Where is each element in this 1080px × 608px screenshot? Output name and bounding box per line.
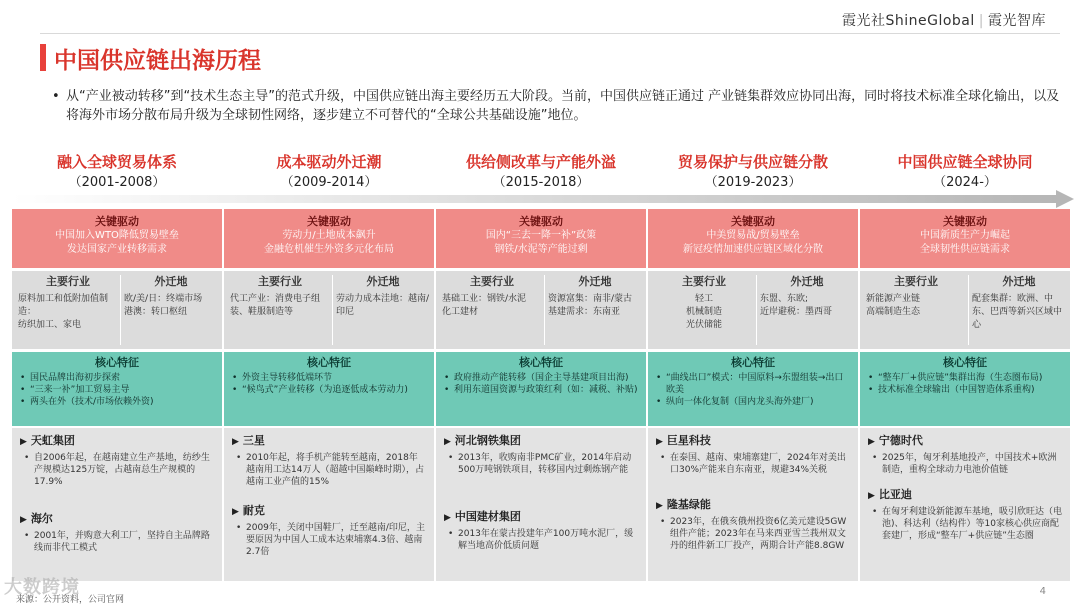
case-description (648, 513, 858, 552)
case-description-text: 2025年，匈牙利基地投产，中国技术+欧洲制造，重构全球动力电池价值链 (882, 453, 1057, 475)
case-studies-box (224, 428, 434, 581)
phase-column-4 (648, 209, 858, 581)
key-driver-line: 金融危机催生外资多元化布局 (264, 244, 394, 255)
main-industry-text: 代工产业：消费电子组装、鞋服制造等 (230, 294, 321, 317)
key-driver-line: 中美贸易战/贸易壁垒 (706, 230, 800, 241)
case-company-name: 三星 (242, 434, 265, 447)
triangle-bullet-icon: ▶ (232, 507, 239, 517)
destination-title: 外迁地 (366, 275, 400, 288)
brand-logo: 霞光社ShineGlobal | 霞光智库 (841, 13, 1046, 29)
case-company-name: 比亚迪 (878, 488, 912, 501)
core-features-list (436, 372, 646, 396)
case-description (12, 449, 222, 488)
industry-destination-box (860, 271, 1070, 349)
page-number: 4 (1039, 586, 1046, 597)
key-driver-line: 劳动力/土地成本飙升 (282, 230, 376, 241)
triangle-bullet-icon: ▶ (444, 513, 451, 523)
core-features-title: 核心特征 (519, 356, 563, 369)
core-features-title: 核心特征 (943, 356, 987, 369)
destination-section (122, 271, 220, 349)
main-industry-section (16, 271, 120, 349)
triangle-bullet-icon: ▶ (868, 491, 875, 501)
case-study (224, 434, 434, 488)
core-features-box (224, 352, 434, 426)
phase-name: 供给侧改革与产能外溢 (465, 153, 616, 171)
case-study (648, 434, 858, 476)
core-feature-item: • “曲线出口”模式：中国原料→东盟组装→出口欧美 (648, 372, 858, 396)
core-feature-item: • “整车厂+供应链”集群出海（生态圈布局) (860, 372, 1070, 384)
case-description-text: 2009年，关闭中国鞋厂，迁至越南/印尼，主要原因为中国人工成本达柬埔寨4.3倍、越南2.7倍 (246, 523, 425, 557)
case-description-text: 自2006年起，在越南建立生产基地，纺纱生产规模达125万锭，占越南总生产规模的17.9% (34, 453, 210, 487)
triangle-bullet-icon: ▶ (868, 437, 875, 447)
destination-title: 外迁地 (1002, 275, 1036, 288)
core-feature-item: • 利用东道国资源与政策红利（如：减税、补贴) (436, 384, 646, 396)
core-features-list (860, 372, 1070, 396)
key-driver-box (224, 209, 434, 268)
key-driver-box (12, 209, 222, 268)
triangle-bullet-icon: ▶ (20, 515, 27, 525)
case-description (12, 527, 222, 554)
industry-divider (756, 275, 757, 345)
industry-divider (120, 275, 121, 345)
phase-column-1 (12, 209, 222, 581)
main-industry-section (440, 271, 544, 349)
core-features-title: 核心特征 (731, 356, 775, 369)
case-study (436, 434, 646, 476)
key-driver-box (648, 209, 858, 268)
bullet-icon: • (236, 453, 242, 463)
core-features-title: 核心特征 (95, 356, 139, 369)
case-study (436, 510, 646, 552)
core-features-box (12, 352, 222, 426)
case-company-name: 耐克 (242, 504, 265, 517)
phase-years: （2009-2014） (280, 175, 378, 190)
key-driver-title: 关键驱动 (731, 215, 775, 228)
key-driver-line: 钢铁/水泥等产能过剩 (494, 244, 588, 255)
core-features-box (860, 352, 1070, 426)
title-accent-bar (40, 44, 46, 71)
triangle-bullet-icon: ▶ (232, 437, 239, 447)
industry-destination-box (224, 271, 434, 349)
case-study (648, 498, 858, 552)
phase-name: 贸易保护与供应链分散 (677, 153, 828, 171)
case-company-name: 天虹集团 (30, 434, 75, 447)
destination-text: 欧/美/日：终端市场 港澳：转口枢纽 (124, 294, 203, 317)
case-company-name: 宁德时代 (878, 434, 923, 447)
key-driver-line: 发达国家产业转移需求 (67, 244, 167, 255)
phase-column-2 (224, 209, 434, 581)
core-feature-item: • 技术标准全球输出（中国智造体系重构) (860, 384, 1070, 396)
main-industry-title: 主要行业 (46, 275, 90, 288)
case-company-name: 中国建材集团 (454, 510, 521, 523)
core-features-list (12, 372, 222, 408)
phase-years: （2015-2018） (492, 175, 590, 190)
core-features-title: 核心特征 (307, 356, 351, 369)
core-feature-item: • “候鸟式”产业转移（为追逐低成本劳动力) (224, 384, 434, 396)
bullet-icon: • (236, 523, 242, 533)
case-company (436, 510, 646, 525)
case-studies-box (436, 428, 646, 581)
key-driver-line: 全球韧性供应链需求 (920, 244, 1010, 255)
key-driver-line: 国内“三去一降一补”政策 (485, 230, 597, 241)
intro-text: 从“产业被动转移”到“技术生态主导”的范式升级，中国供应链出海主要经历五大阶段。当前，中国供应链正通过 产业链集群效应协同出海，同时将技术标准全球化输出，以及将海外市场分散布局升级为全球韧性网络，逐步建立不可替代的“全球公共基础设施”地位。 (66, 89, 1060, 123)
case-company (648, 498, 858, 513)
destination-section (546, 271, 644, 349)
main-industry-text: 轻工 机械制造 光伏储能 (685, 294, 722, 330)
core-feature-item: • 政府推动产能转移（国企主导基建项目出海) (436, 372, 646, 384)
triangle-bullet-icon: ▶ (444, 437, 451, 447)
phase-header-5 (859, 152, 1071, 192)
phase-years: （2001-2008） (68, 175, 166, 190)
case-description (860, 503, 1070, 542)
core-feature-item: • 外资主导转移低端环节 (224, 372, 434, 384)
page-title: 中国供应链出海历程 (54, 48, 261, 74)
core-feature-item: • 两头在外（技术/市场依赖外资) (12, 396, 222, 408)
key-driver-box (860, 209, 1070, 268)
main-industry-text: 基础工业：钢铁/水泥 化工建材 (442, 294, 527, 317)
main-industry-section (228, 271, 332, 349)
case-company (224, 504, 434, 519)
triangle-bullet-icon: ▶ (20, 437, 27, 447)
industry-divider (968, 275, 969, 345)
case-study (860, 488, 1070, 542)
case-study (12, 434, 222, 488)
phase-header-4 (647, 152, 859, 192)
core-feature-item: • “三来一补”加工贸易主导 (12, 384, 222, 396)
main-industry-text: 新能源产业链 高端制造生态 (866, 294, 921, 317)
case-study (12, 512, 222, 554)
phase-column-3 (436, 209, 646, 581)
case-description-text: 2010年起，将手机产能转至越南，2018年越南用工达14万人（超越中国巅峰时期），占越南工业产值的15% (246, 453, 424, 487)
case-company-name: 隆基绿能 (666, 498, 711, 511)
industry-divider (544, 275, 545, 345)
case-studies-box (648, 428, 858, 581)
core-features-list (224, 372, 434, 396)
case-company (436, 434, 646, 449)
triangle-bullet-icon: ▶ (656, 501, 663, 511)
watermark: 大数跨境 (4, 577, 80, 598)
case-company (224, 434, 434, 449)
case-company (12, 512, 222, 527)
case-description-text: 2013年在蒙古投建年产100万吨水泥厂，缓解当地高价低质问题 (458, 529, 634, 551)
case-studies-box (860, 428, 1070, 581)
destination-section (334, 271, 432, 349)
main-industry-text: 原料加工和低附加值制造： 纺织加工、家电 (18, 294, 109, 330)
key-driver-title: 关键驱动 (307, 215, 351, 228)
phase-name: 中国供应链全球协同 (897, 153, 1033, 171)
bullet-icon: • (448, 453, 454, 463)
main-industry-title: 主要行业 (470, 275, 514, 288)
phase-column-5 (860, 209, 1070, 581)
bullet-icon: • (872, 507, 878, 517)
case-company (12, 434, 222, 449)
case-study (860, 434, 1070, 476)
bullet-icon: • (24, 531, 30, 541)
destination-text: 东盟、东欧; 近岸避税：墨西哥 (760, 294, 833, 317)
case-company (648, 434, 858, 449)
phase-years: （2024-） (933, 175, 997, 190)
case-description-text: 2001年，并购意大利工厂，坚持自主品牌路线而非代工模式 (34, 531, 210, 553)
main-industry-section (652, 271, 756, 349)
core-features-box (648, 352, 858, 426)
case-company-name: 河北钢铁集团 (454, 434, 521, 447)
destination-title: 外迁地 (154, 275, 188, 288)
main-industry-title: 主要行业 (894, 275, 938, 288)
core-feature-item: • 纵向一体化复制（国内龙头海外建厂) (648, 396, 858, 408)
key-driver-title: 关键驱动 (95, 215, 139, 228)
bullet-icon: • (448, 529, 454, 539)
phase-header-3 (435, 152, 647, 192)
case-description-text: 2013年，收购南非PMC矿业，2014年启动500万吨钢铁项目，转移国内过剩炼钢产能 (458, 453, 632, 475)
header-divider (40, 33, 1060, 34)
case-company-name: 海尔 (30, 512, 53, 525)
case-description-text: 在匈牙利建设新能源车基地，吸引欣旺达（电池)、科达利（结构件）等10家核心供应商配套建厂，形成“整车厂+供应链”生态圈 (882, 507, 1063, 541)
destination-title: 外迁地 (578, 275, 612, 288)
key-driver-box (436, 209, 646, 268)
core-features-list (648, 372, 858, 408)
destination-title: 外迁地 (790, 275, 824, 288)
main-industry-section (864, 271, 968, 349)
case-description (436, 449, 646, 476)
intro-paragraph: • 从“产业被动转移”到“技术生态主导”的范式升级，中国供应链出海主要经历五大阶段。当前，中国供应链正通过 产业链集群效应协同出海，同时将技术标准全球化输出，以及将海外市场分散布局升级为全球韧性网络，逐步建立不可替代的“全球公共基础设施”地位。 (52, 89, 1060, 123)
bullet-icon: • (660, 453, 666, 463)
destination-section (758, 271, 856, 349)
industry-destination-box (648, 271, 858, 349)
phase-header-1 (11, 152, 223, 192)
case-description (648, 449, 858, 476)
case-description-text: 2023年，在俄亥俄州投资6亿美元建设5GW组件产能；2023年在马来西亚雪兰莪州双文丹的组件新工厂投产，两期合计产能8.8GW (670, 517, 847, 551)
case-description (860, 449, 1070, 476)
case-company (860, 488, 1070, 503)
destination-section (970, 271, 1068, 349)
key-driver-line: 中国加入WTO降低贸易壁垒 (55, 230, 179, 241)
phase-name: 融入全球贸易体系 (56, 153, 177, 171)
triangle-bullet-icon: ▶ (656, 437, 663, 447)
key-driver-line: 中国新质生产力崛起 (920, 230, 1010, 241)
main-industry-title: 主要行业 (682, 275, 726, 288)
key-driver-line: 新冠疫情加速供应链区域化分散 (683, 244, 823, 255)
case-company (860, 434, 1070, 449)
key-driver-title: 关键驱动 (943, 215, 987, 228)
case-description (224, 449, 434, 488)
case-description-text: 在泰国、越南、柬埔寨建厂，2024年对美出口30%产能来自东南亚，规避34%关税 (670, 453, 846, 475)
main-industry-title: 主要行业 (258, 275, 302, 288)
case-company-name: 巨星科技 (666, 434, 711, 447)
case-description (224, 519, 434, 558)
bullet-icon: • (660, 517, 666, 527)
case-description (436, 525, 646, 552)
core-features-box (436, 352, 646, 426)
case-studies-box (12, 428, 222, 581)
phase-header-2 (223, 152, 435, 192)
logo-sub: 霞光智库 (988, 13, 1046, 29)
destination-text: 资源富集：南非/蒙古 基建需求：东南亚 (548, 294, 633, 317)
industry-destination-box (12, 271, 222, 349)
core-feature-item: • 国民品牌出海初步探索 (12, 372, 222, 384)
timeline-arrow (12, 190, 1074, 208)
case-study (224, 504, 434, 558)
logo-brand: 霞光社ShineGlobal (841, 13, 975, 29)
key-driver-title: 关键驱动 (519, 215, 563, 228)
phase-years: （2019-2023） (704, 175, 802, 190)
phase-name: 成本驱动外迁潮 (276, 153, 382, 171)
destination-text: 劳动力成本洼地：越南/印尼 (336, 294, 430, 317)
bullet-icon: • (872, 453, 878, 463)
industry-divider (332, 275, 333, 345)
destination-text: 配套集群：欧洲、中东、巴西等新兴区域中心 (972, 294, 1063, 330)
source-note: 来源：公开资料，公司官网 (16, 595, 125, 605)
industry-destination-box (436, 271, 646, 349)
bullet-icon: • (24, 453, 30, 463)
